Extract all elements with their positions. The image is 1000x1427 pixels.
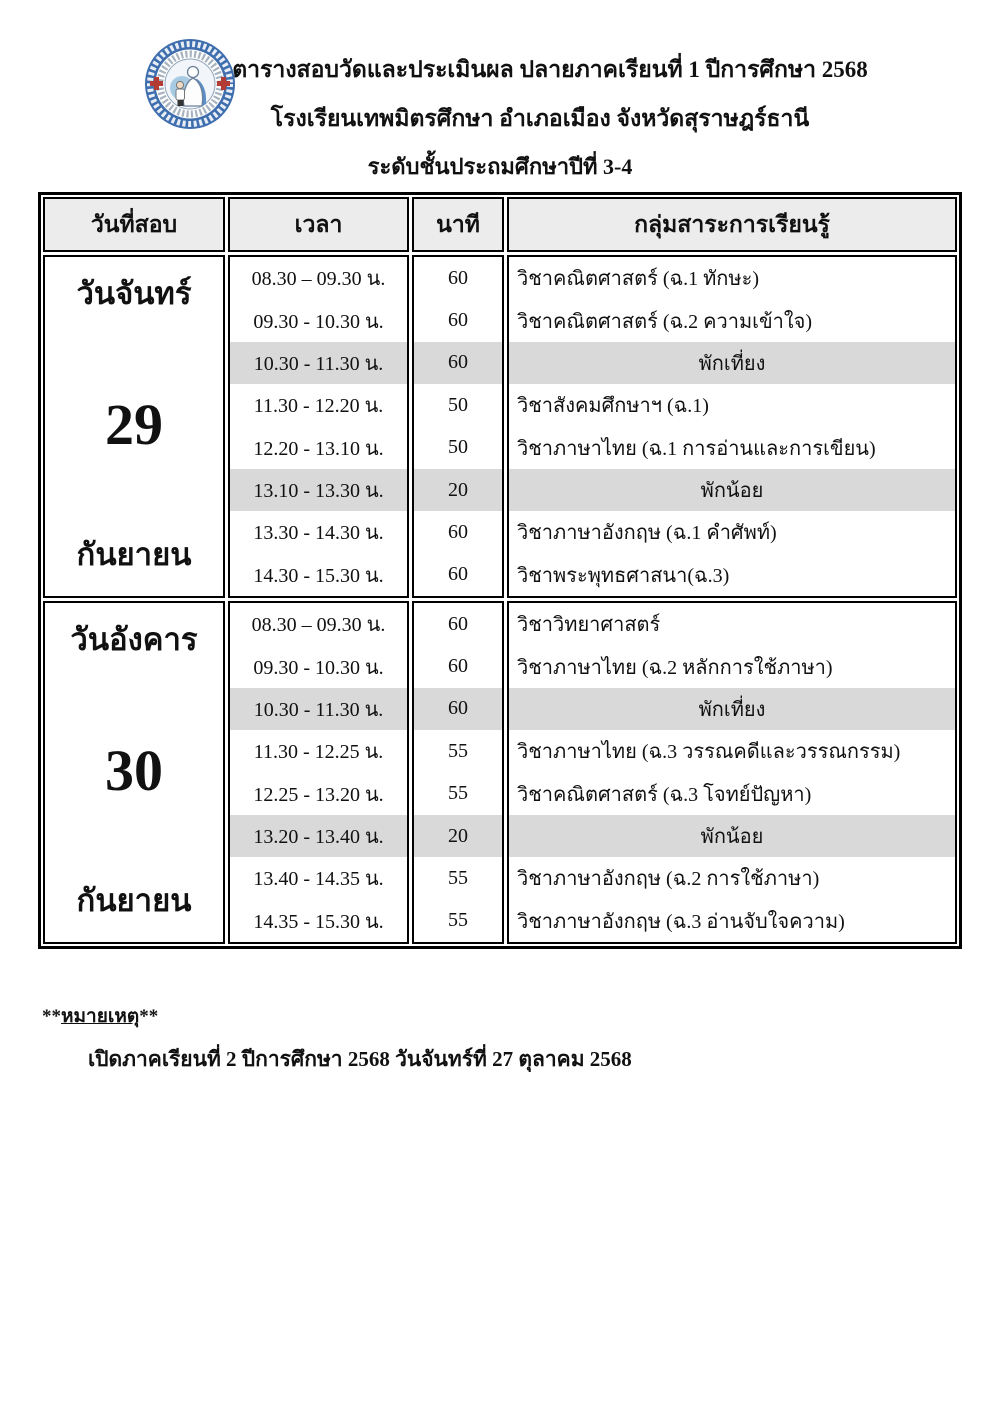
minutes-value: 60 <box>448 612 468 635</box>
school-name: โรงเรียนเทพมิตรศึกษา อำเภอเมือง จังหวัดสุราษฎร์ธานี <box>270 106 810 131</box>
remark-heading <box>42 1001 158 1031</box>
column-header-subject: กลุ่มสาระการเรียนรู้ <box>507 197 957 252</box>
day-name: วันอังคาร <box>70 622 198 657</box>
subject-value: วิชาคณิตศาสตร์ (ฉ.1 ทักษะ) <box>517 268 759 291</box>
time-value: 08.30 – 09.30 น. <box>251 268 386 291</box>
day-cell-tuesday <box>43 601 225 944</box>
minutes-value: 60 <box>448 563 468 586</box>
break-label: พักเที่ยง <box>509 342 955 384</box>
day-name: วันจันทร์ <box>76 276 192 311</box>
minutes-value: 55 <box>448 909 468 932</box>
subject-value: วิชาภาษาอังกฤษ (ฉ.2 การใช้ภาษา) <box>517 868 820 891</box>
document-title: ตารางสอบวัดและประเมินผล ปลายภาคเรียนที่ 1 ปีการศึกษา 2568 <box>232 57 868 82</box>
time-column-tuesday <box>228 601 409 944</box>
time-value: 09.30 - 10.30 น. <box>253 656 384 679</box>
time-value: 13.30 - 14.30 น. <box>253 522 384 545</box>
minutes-column-monday <box>412 255 504 598</box>
subject-column-monday <box>507 255 957 598</box>
minutes-value: 50 <box>448 436 468 459</box>
exam-schedule-table <box>38 192 962 949</box>
time-value: 10.30 - 11.30 น. <box>230 342 407 384</box>
table-grid <box>43 197 957 944</box>
break-label: พักน้อย <box>509 469 955 511</box>
subject-value: วิชาภาษาไทย (ฉ.3 วรรณคดีและวรรณกรรม) <box>517 741 901 764</box>
minutes-value: 20 <box>414 469 502 511</box>
time-column-monday <box>228 255 409 598</box>
column-header-time: เวลา <box>228 197 409 252</box>
day-month: กันยายน <box>76 882 192 918</box>
time-value: 14.35 - 15.30 น. <box>253 910 384 933</box>
column-header-date: วันที่สอบ <box>43 197 225 252</box>
subject-value: วิชาวิทยาศาสตร์ <box>517 614 661 637</box>
minutes-value: 60 <box>448 655 468 678</box>
subject-value: วิชาภาษาอังกฤษ (ฉ.1 คำศัพท์) <box>517 522 777 545</box>
minutes-value: 60 <box>414 342 502 384</box>
subject-value: วิชาคณิตศาสตร์ (ฉ.3 โจทย์ปัญหา) <box>517 783 812 806</box>
remark-label: หมายเหตุ <box>61 1006 140 1027</box>
time-value: 12.20 - 13.10 น. <box>253 437 384 460</box>
minutes-value: 60 <box>414 688 502 730</box>
minutes-value: 20 <box>414 815 502 857</box>
minutes-value: 55 <box>448 782 468 805</box>
subject-value: วิชาภาษาไทย (ฉ.1 การอ่านและการเขียน) <box>517 437 876 460</box>
minutes-value: 60 <box>448 520 468 543</box>
day-month: กันยายน <box>76 536 192 572</box>
subject-value: วิชาคณิตศาสตร์ (ฉ.2 ความเข้าใจ) <box>517 310 813 333</box>
time-value: 13.40 - 14.35 น. <box>253 868 384 891</box>
minutes-value: 60 <box>448 266 468 289</box>
remark-suffix: ** <box>139 1006 159 1027</box>
time-value: 14.30 - 15.30 น. <box>253 564 384 587</box>
time-value: 08.30 – 09.30 น. <box>251 614 386 637</box>
subject-value: วิชาภาษาอังกฤษ (ฉ.3 อ่านจับใจความ) <box>517 910 845 933</box>
minutes-value: 50 <box>448 393 468 416</box>
day-cell-monday <box>43 255 225 598</box>
minutes-value: 55 <box>448 866 468 889</box>
time-value: 13.10 - 13.30 น. <box>230 469 407 511</box>
remark-prefix: ** <box>42 1006 61 1027</box>
break-label: พักน้อย <box>509 815 955 857</box>
time-value: 09.30 - 10.30 น. <box>253 310 384 333</box>
grade-level-subtitle: ระดับชั้นประถมศึกษาปีที่ 3-4 <box>367 154 633 179</box>
time-value: 13.20 - 13.40 น. <box>230 815 407 857</box>
subject-value: วิชาสังคมศึกษาฯ (ฉ.1) <box>517 395 709 418</box>
minutes-column-tuesday <box>412 601 504 944</box>
subject-column-tuesday <box>507 601 957 944</box>
break-label: พักเที่ยง <box>509 688 955 730</box>
time-value: 12.25 - 13.20 น. <box>253 783 384 806</box>
subject-value: วิชาภาษาไทย (ฉ.2 หลักการใช้ภาษา) <box>517 656 833 679</box>
time-value: 10.30 - 11.30 น. <box>230 688 407 730</box>
time-value: 11.30 - 12.20 น. <box>253 395 384 418</box>
column-header-minutes: นาที <box>412 197 504 252</box>
time-value: 11.30 - 12.25 น. <box>253 741 384 764</box>
minutes-value: 55 <box>448 739 468 762</box>
subject-value: วิชาพระพุทธศาสนา(ฉ.3) <box>517 564 730 587</box>
day-number: 30 <box>105 737 163 803</box>
remark-text: เปิดภาคเรียนที่ 2 ปีการศึกษา 2568 วันจันทร์ที่ 27 ตุลาคม 2568 <box>88 1047 632 1071</box>
minutes-value: 60 <box>448 309 468 332</box>
day-number: 29 <box>105 391 163 457</box>
